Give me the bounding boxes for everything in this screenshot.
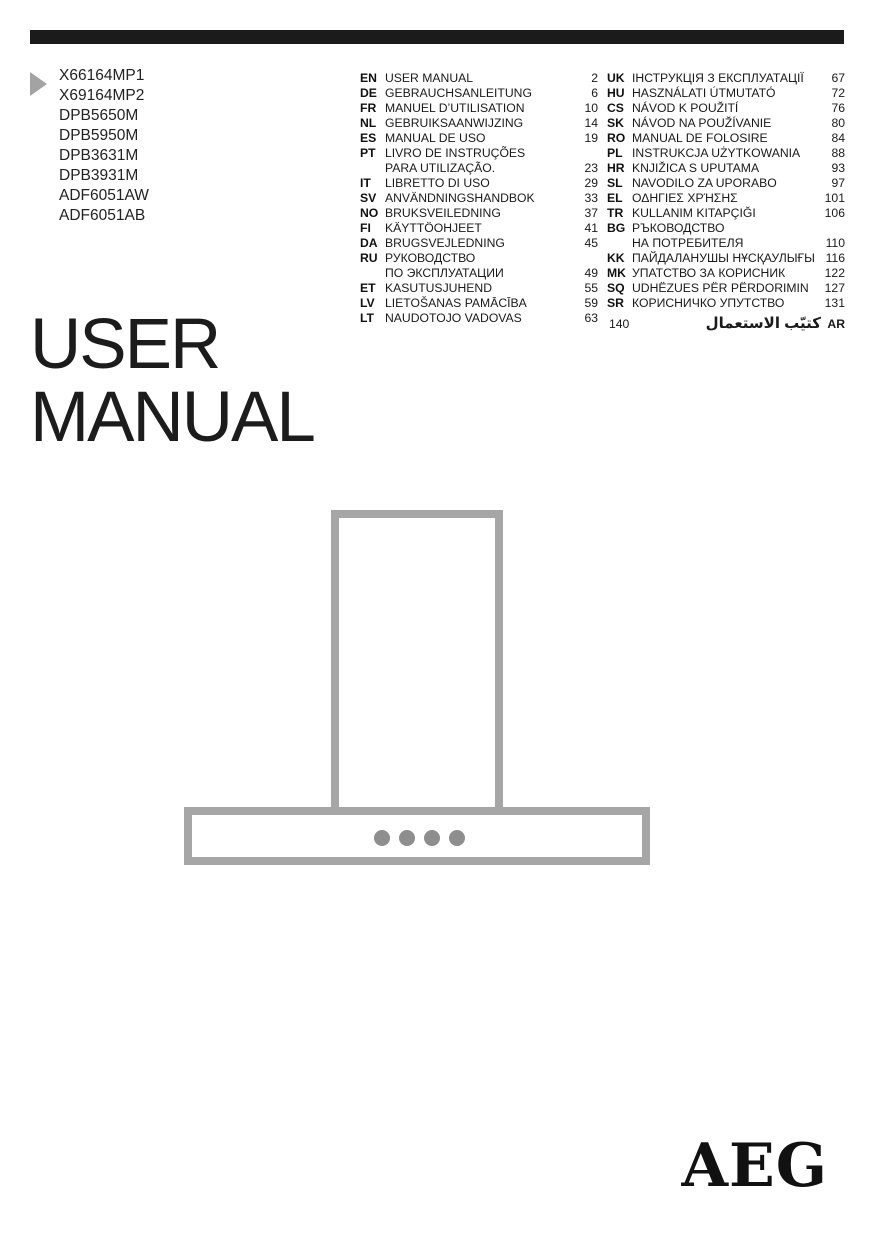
language-row [360,146,598,161]
language-page: 97 [831,176,845,190]
language-page: 127 [824,281,845,295]
language-code: CS [607,101,624,115]
language-title: GEBRUIKSAANWIJZING [385,116,524,130]
language-title: MANUAL DE USO [385,131,486,145]
language-code: SK [607,116,624,130]
language-page: 10 [584,101,598,115]
language-code: UK [607,71,625,85]
language-code: BG [607,221,626,235]
language-page: 93 [831,161,845,175]
language-title: ІНСТРУКЦІЯ З ЕКСПЛУАТАЦІЇ [632,71,804,85]
language-title: ΟΔΗΓΙΕΣ ΧΡΉΣΗΣ [632,191,738,205]
language-code: PL [607,146,623,160]
language-page: 45 [584,236,598,250]
language-row [607,116,845,131]
language-code: DE [360,86,377,100]
language-page: 101 [824,191,845,205]
language-row [607,281,845,296]
hood-button [374,830,390,846]
language-row [607,71,845,86]
language-code: SL [607,176,623,190]
language-row [607,206,845,221]
language-page: 55 [584,281,598,295]
language-code: EN [360,71,377,85]
model-number: DPB5650M [59,107,139,124]
language-code: EL [607,191,623,205]
language-title: GEBRAUCHSANLEITUNG [385,86,532,100]
language-title: NÁVOD NA POUŽÍVANIE [632,116,772,130]
language-row [607,146,845,161]
language-row [607,236,845,251]
language-row [360,206,598,221]
language-title: РУКОВОДСТВО [385,251,476,265]
language-page: 122 [824,266,845,280]
language-row-ar [607,314,845,332]
language-code: RO [607,131,626,145]
language-row [607,161,845,176]
language-page: 23 [584,161,598,175]
language-row [360,161,598,176]
language-row [360,86,598,101]
model-number: ADF6051AB [59,207,146,224]
language-page: 140 [609,317,630,331]
language-row [360,251,598,266]
language-title: ПО ЭКСПЛУАТАЦИИ [385,266,504,280]
language-row [360,221,598,236]
language-row [360,116,598,131]
language-page: 116 [825,251,845,265]
language-page: 33 [584,191,598,205]
language-index-right [607,71,845,311]
language-title: NÁVOD K POUŽITÍ [632,101,739,115]
language-title: MANUEL D’UTILISATION [385,101,525,115]
language-page: 2 [591,71,598,85]
language-code: NL [360,116,377,130]
language-title: KULLANIM KITAPÇIĞI [632,206,756,220]
language-row [607,101,845,116]
language-title: NAUDOTOJO VADOVAS [385,311,522,325]
language-code: ES [360,131,377,145]
language-row [360,101,598,116]
language-page: 80 [831,116,845,130]
language-code: HU [607,86,625,100]
language-code: RU [360,251,378,265]
language-row [607,221,845,236]
language-row [607,191,845,206]
language-page: 29 [584,176,598,190]
language-row [360,296,598,311]
language-row [607,86,845,101]
language-title: LIETOŠANAS PAMĀCĪBA [385,296,527,310]
language-page: 37 [584,206,598,220]
language-row [360,71,598,86]
language-code: DA [360,236,378,250]
language-title: MANUAL DE FOLOSIRE [632,131,768,145]
language-code: TR [607,206,624,220]
language-title: ПАЙДАЛАНУШЫ НҰСҚАУЛЫҒЫ [632,251,815,265]
language-title: NAVODILO ZA UPORABO [632,176,777,190]
language-title: USER MANUAL [385,71,474,85]
model-number: DPB5950M [59,127,139,144]
hood-button [399,830,415,846]
brand-logo: AEG [681,1131,828,1201]
language-code: ET [360,281,376,295]
hood-control-buttons [374,830,465,846]
language-title: УПАТСТВО ЗА КОРИСНИК [632,266,786,280]
language-code: LV [360,296,375,310]
language-page: 67 [831,71,845,85]
language-row [360,176,598,191]
language-title: UDHËZUES PËR PËRDORIMIN [632,281,809,295]
language-page: 84 [831,131,845,145]
language-title: KASUTUSJUHEND [385,281,492,295]
language-code: PT [360,146,376,160]
language-title: KÄYTTÖOHJEET [385,221,482,235]
language-code: SR [607,296,624,310]
language-row [607,251,845,266]
language-title: BRUGSVEJLEDNING [385,236,505,250]
hood-button [449,830,465,846]
hood-chimney [331,510,503,810]
language-page: 14 [584,116,598,130]
language-page: 6 [591,86,598,100]
model-number: DPB3931M [59,167,139,184]
language-row [607,131,845,146]
language-page: 19 [584,131,598,145]
language-title: РЪКОВОДСТВО [632,221,725,235]
language-title: LIVRO DE INSTRUÇÕES [385,146,526,160]
language-code: NO [360,206,379,220]
language-title: НА ПОТРЕБИТЕЛЯ [632,236,744,250]
model-number: DPB3631M [59,147,139,164]
model-number: X69164MP2 [59,87,145,104]
language-code: SQ [607,281,625,295]
language-index-left [360,71,598,326]
language-page: 49 [584,266,598,280]
language-page: 72 [831,86,845,100]
language-row [360,311,598,326]
language-title: INSTRUKCJA UŻYTKOWANIA [632,146,801,160]
language-title: КОРИСНИЧКО УПУТСТВО [632,296,785,310]
language-row [360,131,598,146]
language-row [360,191,598,206]
language-code: KK [607,251,625,265]
language-title: HASZNÁLATI ÚTMUTATÓ [632,86,776,100]
language-title: BRUKSVEILEDNING [385,206,501,220]
language-title: ANVÄNDNINGSHANDBOK [385,191,535,205]
language-row [607,266,845,281]
triangle-arrow-icon [30,72,47,96]
title-line: MANUAL [30,378,314,457]
language-code: LT [360,311,374,325]
model-number: X66164MP1 [59,67,145,84]
language-title: KNJIŽICA S UPUTAMA [632,161,760,175]
language-code: FR [360,101,377,115]
header-bar [30,30,844,44]
language-row [360,266,598,281]
language-row [360,236,598,251]
language-title: PARA UTILIZAÇÃO. [385,161,496,175]
hood-button [424,830,440,846]
language-page: 41 [584,221,598,235]
language-page: 76 [831,101,845,115]
language-page: 88 [831,146,845,160]
language-row [607,296,845,311]
language-page: 131 [824,296,845,310]
title-line: USER [30,305,220,384]
language-code: FI [360,221,371,235]
language-code: HR [607,161,625,175]
language-page: 63 [584,311,598,325]
language-code: MK [607,266,626,280]
language-page: 106 [824,206,845,220]
model-list [59,66,149,226]
language-row [360,281,598,296]
language-code: AR [827,317,845,331]
language-code: SV [360,191,377,205]
language-title: كتيّب الاستعمال [705,315,821,332]
language-page: 59 [584,296,598,310]
language-code: IT [360,176,371,190]
document-title [30,305,314,457]
language-title: LIBRETTO DI USO [385,176,490,190]
model-number: ADF6051AW [59,187,149,204]
language-row [607,176,845,191]
language-page: 110 [825,236,845,250]
